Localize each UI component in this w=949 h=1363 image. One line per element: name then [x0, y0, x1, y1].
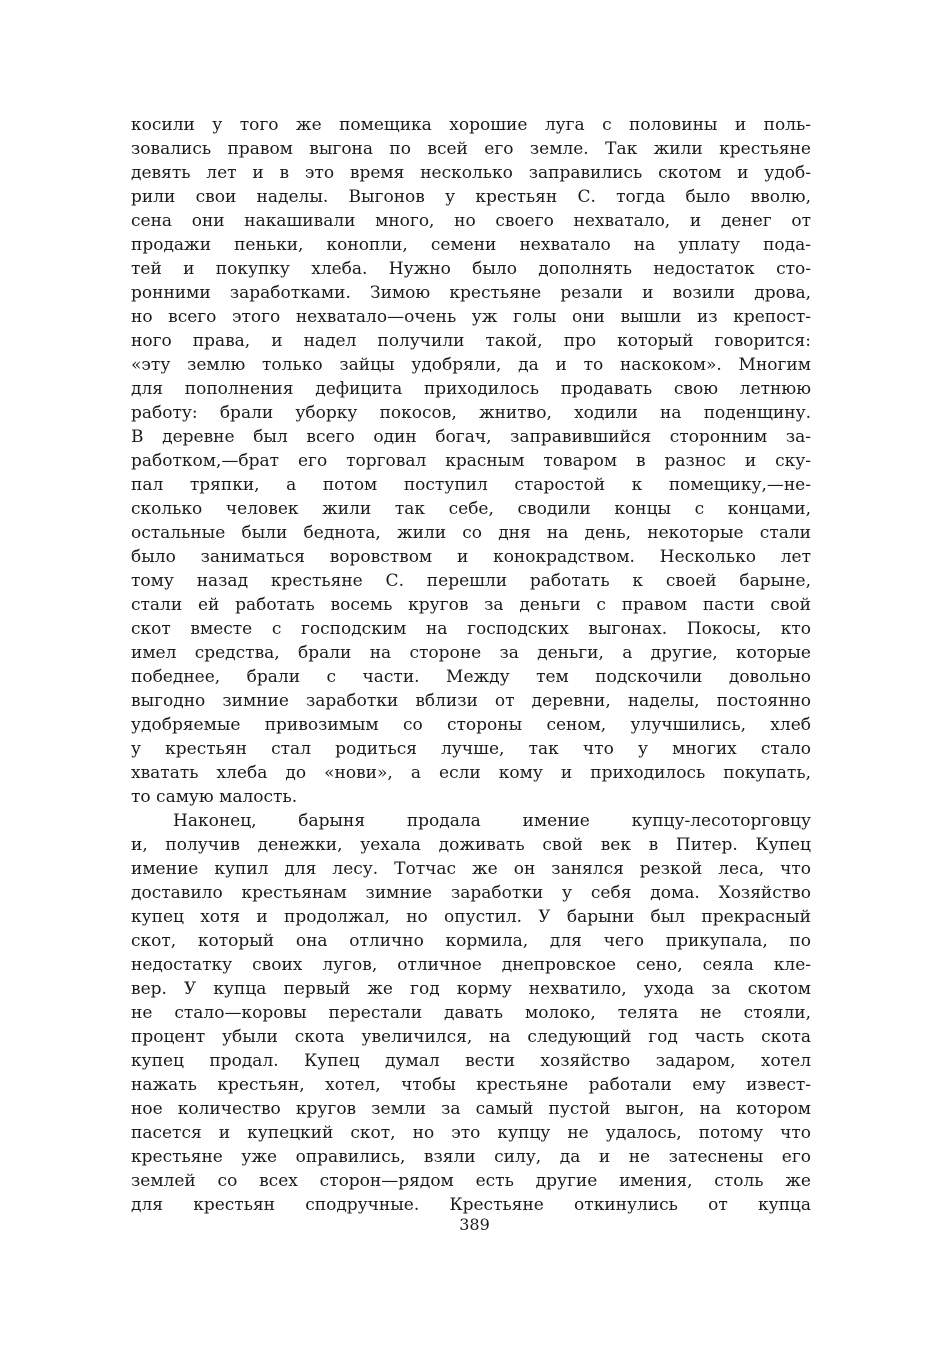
text-line: ного права, и надел получили такой, про который говорится: [131, 331, 811, 351]
text-line: имел средства, брали на стороне за деньги, а другие, которые [131, 643, 811, 663]
text-line: было заниматься воровством и конокрадством. Несколько лет [131, 547, 811, 567]
text-line: В деревне был всего один богач, заправившийся сторонним за- [131, 427, 811, 447]
text-line: купец хотя и продолжал, но опустил. У барыни был прекрасный [131, 907, 811, 927]
text-line: у крестьян стал родиться лучше, так что у многих стало [131, 739, 811, 759]
paragraph-end-line: то самую малость. [131, 787, 298, 807]
text-line: стали ей работать восемь кругов за деньги с правом пасти свой [131, 595, 811, 615]
text-line: вер. У купца первый же год корму нехватило, ухода за скотом [131, 979, 811, 999]
text-line: скот, который она отлично кормила, для чего прикупала, по [131, 931, 811, 951]
text-line: процент убыли скота увеличился, на следующий год часть скота [131, 1027, 811, 1047]
page-number: 389 [459, 1215, 490, 1234]
body-text [131, 113, 811, 1217]
text-line: ронними заработками. Зимою крестьяне резали и возили дрова, [131, 283, 811, 303]
text-line: рили свои наделы. Выгонов у крестьян С. тогда было вволю, [131, 187, 811, 207]
text-line: для пополнения дефицита приходилось продавать свою летнюю [131, 379, 811, 399]
text-line: остальные были беднота, жили со дня на день, некоторые стали [131, 523, 811, 543]
text-line: купец продал. Купец думал вести хозяйство задаром, хотел [131, 1051, 811, 1071]
text-line: работком,—брат его торговал красным товаром в разнос и ску- [131, 451, 811, 471]
text-line: крестьяне уже оправились, взяли силу, да и не затеснены его [131, 1147, 811, 1167]
text-line: тей и покупку хлеба. Нужно было дополнять недостаток сто- [131, 259, 811, 279]
text-line: сколько человек жили так себе, сводили концы с концами, [131, 499, 811, 519]
text-line: нажать крестьян, хотел, чтобы крестьяне работали ему извест- [131, 1075, 811, 1095]
paragraph-start-line: Наконец, барыня продала имение купцу-лесоторговцу [173, 811, 811, 831]
text-line: победнее, брали с части. Между тем подскочили довольно [131, 667, 811, 687]
text-line: хватать хлеба до «нови», а если кому и приходилось покупать, [131, 763, 811, 783]
text-line: доставило крестьянам зимние заработки у себя дома. Хозяйство [131, 883, 811, 903]
text-line: косили у того же помещика хорошие луга с половины и поль- [131, 115, 811, 135]
text-line: выгодно зимние заработки вблизи от деревни, наделы, постоянно [131, 691, 811, 711]
text-line: девять лет и в это время несколько заправились скотом и удоб- [131, 163, 811, 183]
text-line: «эту землю только зайцы удобряли, да и то наскоком». Многим [131, 355, 811, 375]
text-line: ное количество кругов земли за самый пустой выгон, на котором [131, 1099, 811, 1119]
text-line: но всего этого нехватало—очень уж голы они вышли из крепост- [131, 307, 811, 327]
text-line: землей со всех сторон—рядом есть другие имения, столь же [131, 1171, 811, 1191]
text-line: имение купил для лесу. Тотчас же он занялся резкой леса, что [131, 859, 811, 879]
text-line: не стало—коровы перестали давать молоко, телята не стояли, [131, 1003, 811, 1023]
text-line: сена они накашивали много, но своего нехватало, и денег от [131, 211, 811, 231]
text-line: зовались правом выгона по всей его земле. Так жили крестьяне [131, 139, 811, 159]
text-line: тому назад крестьяне С. перешли работать к своей барыне, [131, 571, 811, 591]
text-line: работу: брали уборку покосов, жнитво, ходили на поденщину. [131, 403, 811, 423]
text-line: удобряемые привозимым со стороны сеном, улучшились, хлеб [131, 715, 811, 735]
text-line: скот вместе с господским на господских выгонах. Покосы, кто [131, 619, 811, 639]
text-line: пал тряпки, а потом поступил старостой к помещику,—не- [131, 475, 811, 495]
text-line: и, получив денежки, уехала доживать свой век в Питер. Купец [131, 835, 811, 855]
text-line: недостатку своих лугов, отличное днепровское сено, сеяла кле- [131, 955, 811, 975]
text-line: продажи пеньки, конопли, семени нехватало на уплату пода- [131, 235, 811, 255]
text-line: пасется и купецкий скот, но это купцу не удалось, потому что [131, 1123, 811, 1143]
text-line: для крестьян сподручные. Крестьяне откинулись от купца [131, 1195, 811, 1215]
